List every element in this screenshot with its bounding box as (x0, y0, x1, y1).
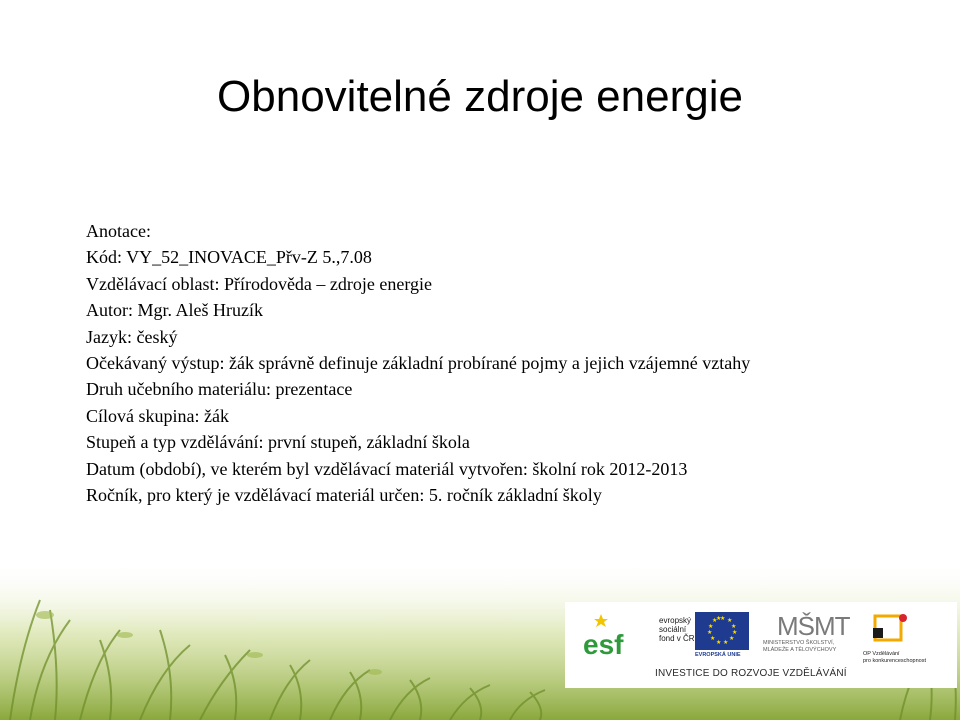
eu-label: EVROPSKÁ UNIE (695, 652, 741, 658)
msmt-caption-line: MINISTERSTVO ŠKOLSTVÍ, (763, 640, 835, 646)
svg-text:★: ★ (710, 635, 716, 642)
svg-text:★: ★ (731, 623, 737, 630)
msmt-mark: MŠMT (777, 611, 850, 641)
annotation-line: Cílová skupina: žák (86, 405, 229, 426)
annotation-line: Ročník, pro který je vzdělávací materiál určen: 5. ročník základní školy (86, 485, 602, 506)
esf-mark: esf (583, 629, 624, 660)
svg-text:★: ★ (729, 635, 735, 642)
op-logo (861, 612, 951, 664)
msmt-logo (763, 612, 853, 664)
svg-text:★: ★ (727, 617, 733, 624)
svg-text:★: ★ (723, 639, 729, 646)
svg-text:★: ★ (716, 615, 722, 622)
slide-title: Obnovitelné zdroje energie (217, 72, 743, 121)
annotation-line: Druh učebního materiálu: prezentace (86, 379, 353, 400)
logo-panel (565, 602, 957, 688)
esf-caption-line: fond v ČR (659, 634, 695, 643)
annotation-line: Stupeň a typ vzdělávání: první stupeň, základní škola (86, 432, 470, 453)
esf-star-icon (579, 612, 659, 660)
msmt-caption-line: MLÁDEŽE A TĚLOVÝCHOVY (763, 647, 837, 653)
annotation-line: Autor: Mgr. Aleš Hruzík (86, 300, 263, 321)
svg-text:★: ★ (707, 629, 713, 636)
annotation-block (86, 218, 750, 508)
esf-caption-line: evropský (659, 616, 692, 625)
annotation-line: Jazyk: český (86, 326, 178, 347)
esf-caption (659, 616, 695, 643)
eu-logo (695, 612, 753, 664)
svg-text:★: ★ (708, 623, 714, 630)
op-caption (861, 651, 951, 665)
eu-flag-icon (695, 612, 749, 650)
investice-caption: INVESTICE DO ROZVOJE VZDĚLÁVÁNÍ (655, 668, 847, 679)
eu-stars-icon (695, 612, 749, 650)
annotation-line: Kód: VY_52_INOVACE_Přv-Z 5.,7.08 (86, 247, 372, 268)
op-emblem-icon (869, 612, 915, 646)
annotation-line: Vzdělávací oblast: Přírodověda – zdroje energie (86, 273, 433, 294)
op-caption-line: pro konkurenceschopnost (863, 658, 926, 664)
svg-text:★: ★ (712, 617, 718, 624)
msmt-caption (763, 640, 853, 654)
annotation-line: Datum (období), ve kterém byl vzdělávací materiál vytvořen: školní rok 2012-2013 (86, 458, 688, 479)
svg-text:★: ★ (716, 639, 722, 646)
op-caption-line: OP Vzdělávání (863, 651, 900, 657)
svg-text:★: ★ (732, 629, 738, 636)
esf-logo (579, 612, 659, 660)
annotation-line: Očekávaný výstup: žák správně definuje základní probírané pojmy a jejich vzájemné vztahy (86, 353, 751, 374)
esf-caption-line: sociální (659, 625, 687, 634)
logo-row (579, 612, 949, 664)
annotation-line: Anotace: (86, 221, 151, 241)
svg-text:★: ★ (720, 615, 726, 622)
